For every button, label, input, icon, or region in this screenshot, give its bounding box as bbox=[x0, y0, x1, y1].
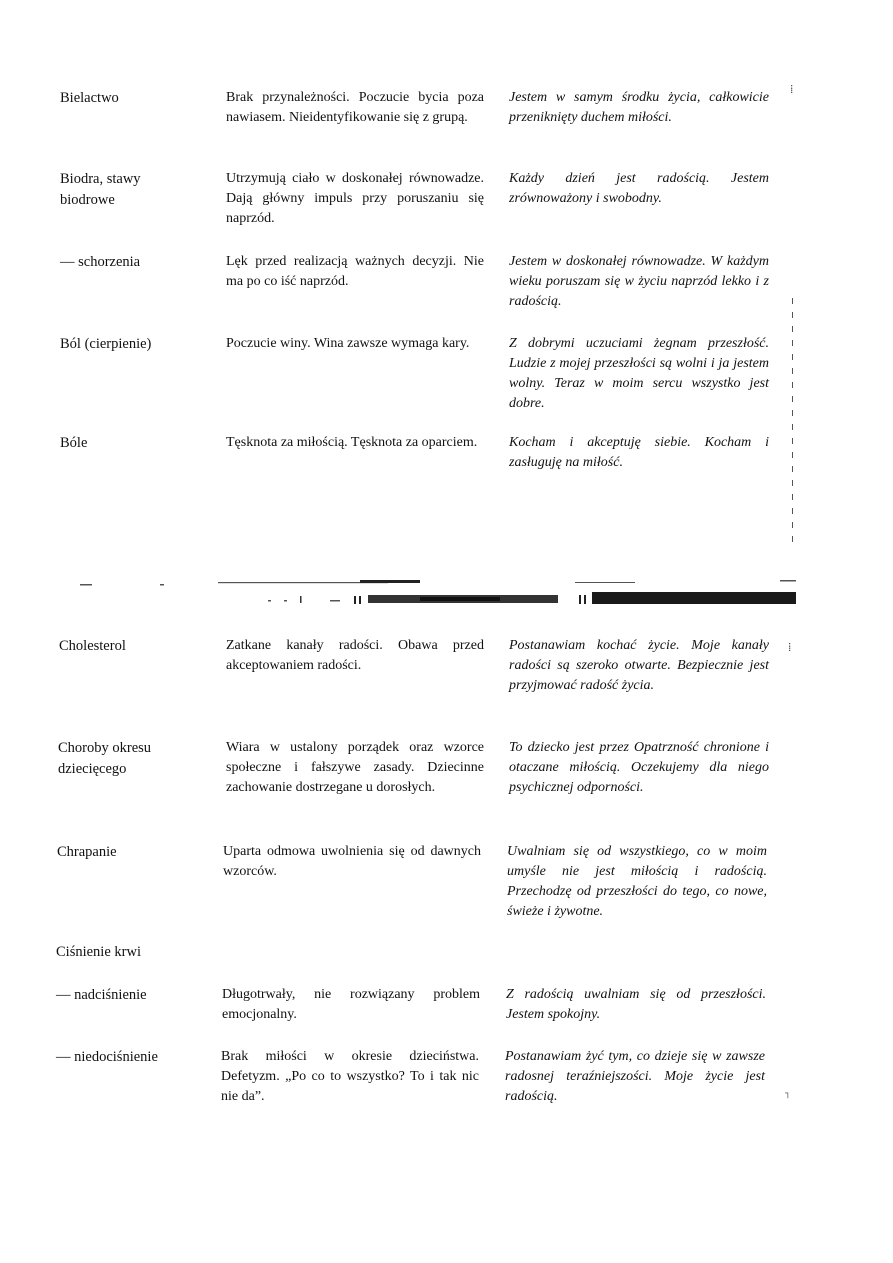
term: Bóle bbox=[60, 435, 88, 451]
edge-mark-middle: ⁞ bbox=[788, 640, 792, 654]
affirmation-text: Postanawiam żyć tym, co dzieje się w zawsze radosnej teraźniejszości. Moje życie jest radością. bbox=[505, 1049, 765, 1104]
term: Biodra, stawy biodrowe bbox=[60, 171, 141, 208]
term-heading: Ciśnienie krwi bbox=[56, 944, 141, 960]
edge-mark-bottom: ⌐ bbox=[780, 1092, 795, 1099]
affirmation-text: Uwalniam się od wszystkiego, co w moim umyśle nie jest miłością i radością. Przechodzę od przeszłości do tego, co nowe, świeże i żywotne. bbox=[507, 844, 767, 919]
affirmation-text: Jestem w doskonałej równowadze. W każdym wieku poruszam się w życiu naprzód lekko i z radością. bbox=[509, 254, 769, 309]
cause-text: Długotrwały, nie rozwiązany problem emocjonalny. bbox=[222, 987, 480, 1022]
affirmation-text: Postanawiam kochać życie. Moje kanały radości są szeroko otwarte. Bezpiecznie jest przyjmować radość życia. bbox=[509, 638, 769, 693]
cause-text: Brak miłości w okresie dzieciństwa. Defetyzm. „Po co to wszystko? To i tak nic nie da”. bbox=[221, 1049, 479, 1104]
cause-text: Poczucie winy. Wina zawsze wymaga kary. bbox=[226, 336, 470, 351]
term: Chrapanie bbox=[57, 844, 117, 860]
cause-text: Zatkane kanały radości. Obawa przed akceptowaniem radości. bbox=[226, 638, 484, 673]
cause-text: Uparta odmowa uwolnienia się od dawnych wzorców. bbox=[223, 844, 481, 879]
term: — nadciśnienie bbox=[56, 987, 147, 1003]
term: Choroby okresu dziecięcego bbox=[58, 740, 152, 777]
cause-text: Lęk przed realizacją ważnych decyzji. Nie ma po co iść naprzód. bbox=[226, 254, 484, 289]
cause-text: Tęsknota za miłością. Tęsknota za oparciem. bbox=[226, 435, 478, 450]
affirmation-text: Kocham i akceptuję siebie. Kocham i zasługuję na miłość. bbox=[509, 435, 769, 470]
term: — schorzenia bbox=[60, 254, 141, 270]
term: Ból (cierpienie) bbox=[60, 336, 152, 352]
term: — niedociśnienie bbox=[56, 1049, 158, 1065]
edge-mark-top: ⁞ bbox=[790, 82, 794, 96]
cause-text: Brak przynależności. Poczucie bycia poza nawiasem. Nieidentyfikowanie się z grupą. bbox=[226, 90, 484, 125]
term: Cholesterol bbox=[59, 638, 126, 654]
edge-line-top bbox=[792, 298, 793, 544]
term: Bielactwo bbox=[60, 90, 119, 106]
scan-divider bbox=[0, 578, 893, 608]
affirmation-text: Z dobrymi uczuciami żegnam przeszłość. Ludzie z mojej przeszłości są wolni i ja jestem wolny. Teraz w moim sercu wszystko jest dobre. bbox=[509, 336, 769, 411]
affirmation-text: Jestem w samym środku życia, całkowicie przeniknięty duchem miłości. bbox=[509, 90, 769, 125]
affirmation-text: Każdy dzień jest radością. Jestem zrównoważony i swobodny. bbox=[509, 171, 769, 206]
affirmation-text: To dziecko jest przez Opatrzność chronione i otaczane miłością. Oczekujemy dla niego psychicznej odporności. bbox=[509, 740, 769, 795]
cause-text: Utrzymują ciało w doskonałej równowadze. Dają główny impuls przy poruszaniu się naprzód. bbox=[226, 171, 484, 226]
affirmation-text: Z radością uwalniam się od przeszłości. Jestem spokojny. bbox=[506, 987, 766, 1022]
cause-text: Wiara w ustalony porządek oraz wzorce społeczne i fałszywe zasady. Dziecinne zachowanie dostrzegane u dorosłych. bbox=[226, 740, 484, 795]
